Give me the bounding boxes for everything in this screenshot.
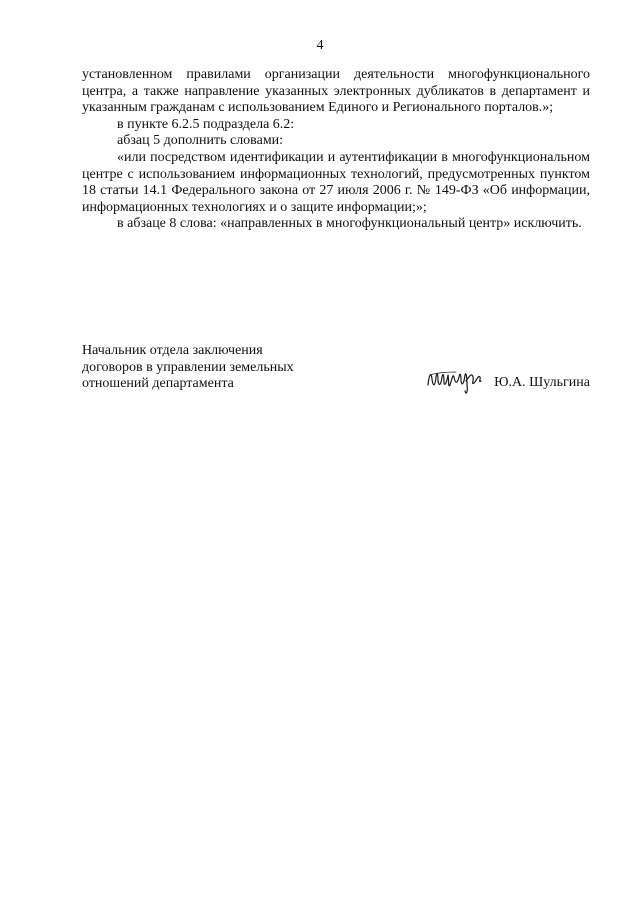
paragraph-deletion: в абзаце 8 слова: «направленных в многофункциональный центр» исключить. [117,216,582,232]
signer-position [82,343,342,393]
paragraph-inserted-text: «или посредством идентификации и аутентификации в многофункциональном центре с использованием информационных технологий, предусмотренных пунктом 18 статьи 14.1 Федерального закона от 27 июля 2006 г. № 149-ФЗ «Об информации, информационных технологиях и о защите информации;»; [82,149,590,215]
handwritten-signature [426,363,486,397]
signer-position-line: Начальник отдела заключения [82,343,263,358]
paragraph-amend-instruction: абзац 5 дополнить словами: [117,133,284,149]
signer-position-line: договоров в управлении земельных [82,359,294,375]
document-body [82,67,590,233]
paragraph-continuation: установленном правилами организации деятельности многофункционального центра, а также направление указанных электронных дубликатов в департамент и указанным гражданам с использованием Единого и Регионального порталов.»; [82,67,590,116]
signature-block [82,343,590,403]
signer-position-line: отношений департамента [82,376,234,392]
page-number: 4 [316,38,324,53]
paragraph-clause-ref: в пункте 6.2.5 подраздела 6.2: [117,116,295,132]
signer-name: Ю.А. Шульгина [494,375,590,390]
